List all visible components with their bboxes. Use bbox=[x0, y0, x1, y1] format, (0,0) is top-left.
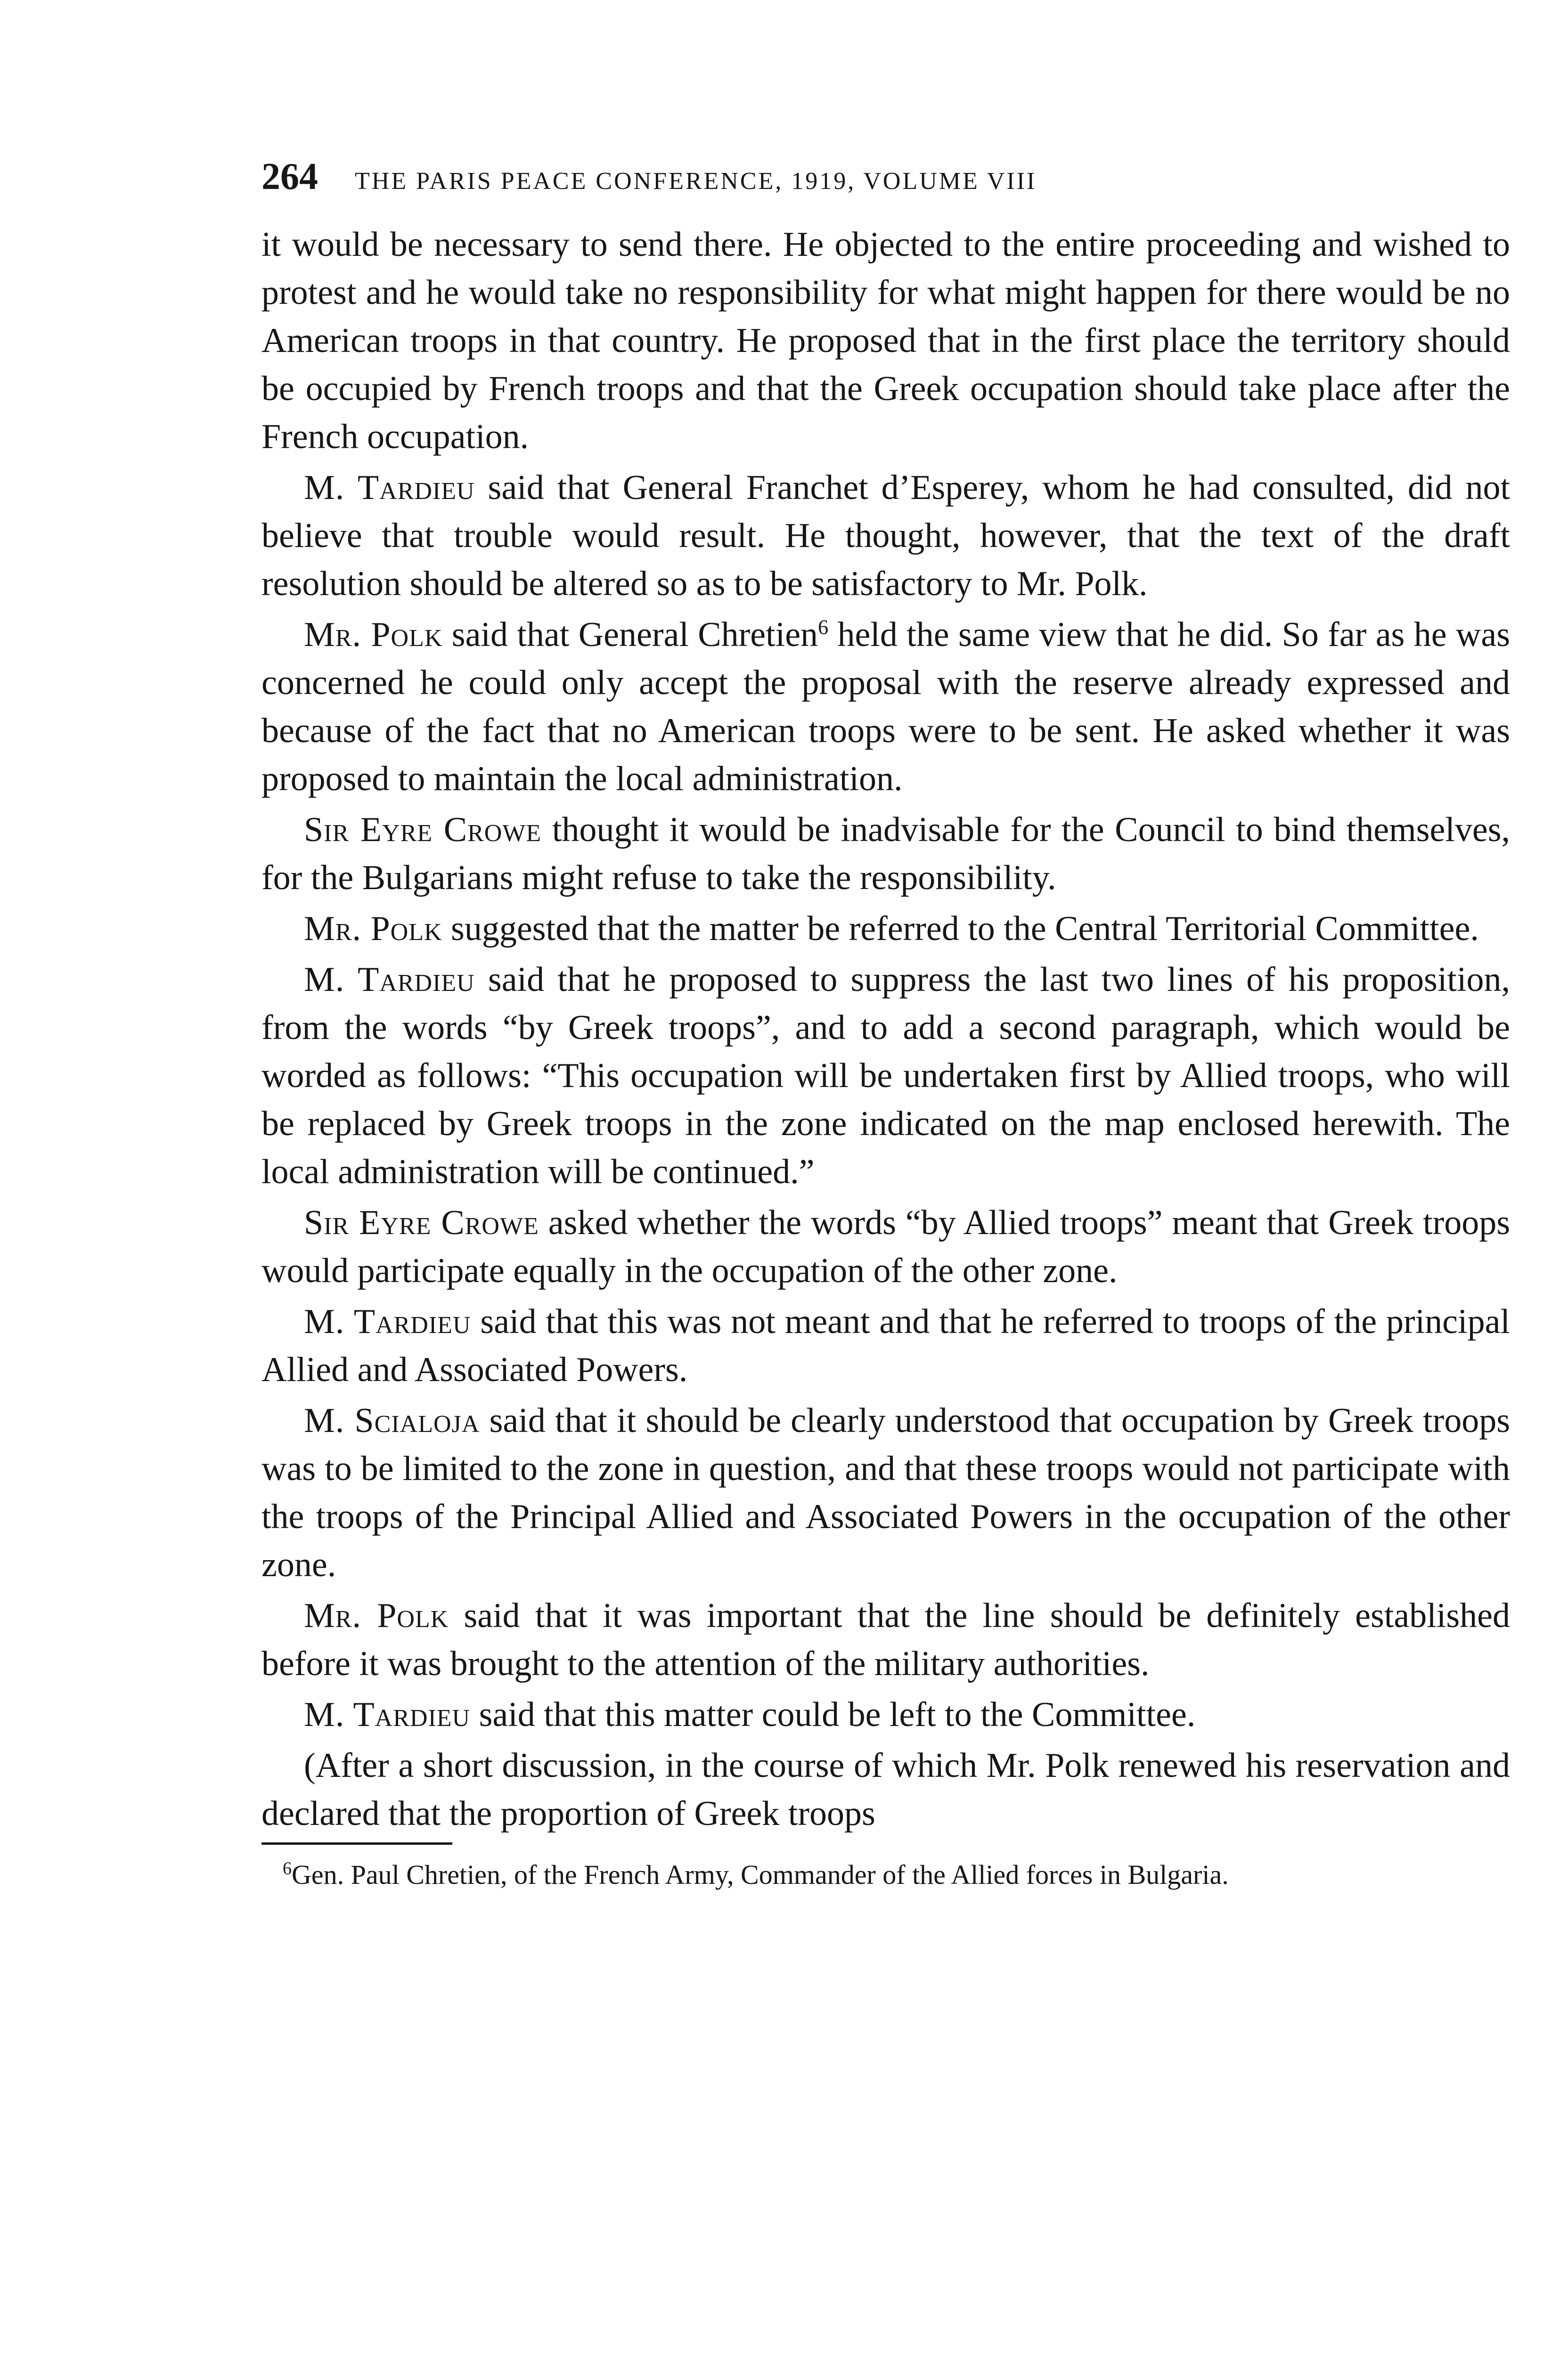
paragraph-text: (After a short discussion, in the course of which Mr. Polk renewed his reservation and declared that the proportion of Greek troops bbox=[261, 1746, 1510, 1833]
paragraph-text: said that he proposed to suppress the last two lines of his proposition, from the words “by Greek troops”, and to add a second paragraph, which would be worded as follows: “This occupation will be undertaken first by Allied troops, who will be replaced by Greek troops in the zone indicated on the map enclosed herewith. The local administration will be continued.” bbox=[261, 960, 1510, 1191]
paragraph-text: asked whether the words “by Allied troops” meant that Greek troops would participate equally in the occupation of the other zone. bbox=[261, 1203, 1510, 1290]
footnote-divider bbox=[261, 1842, 452, 1845]
paragraph bbox=[261, 905, 1510, 953]
running-title: THE PARIS PEACE CONFERENCE, 1919, VOLUME VIII bbox=[355, 168, 1037, 195]
paragraph bbox=[261, 221, 1510, 461]
page-number: 264 bbox=[261, 156, 318, 197]
paragraph-text: it would be necessary to send there. He objected to the entire proceeding and wished to protest and he would take no responsibility for what might happen for there would be no American troops in that country. He proposed that in the first place the territory should be occupied by French troops and that the Greek occupation should take place after the French occupation. bbox=[261, 225, 1510, 456]
speaker-name: M. Tardieu bbox=[304, 1695, 471, 1734]
paragraph bbox=[261, 464, 1510, 608]
paragraph-text: suggested that the matter be referred to the Central Territorial Committee. bbox=[451, 909, 1479, 948]
speaker-name: M. Tardieu bbox=[304, 1302, 471, 1341]
paragraph bbox=[261, 956, 1510, 1196]
speaker-name: Mr. Polk bbox=[304, 1596, 449, 1635]
speaker-name: Mr. Polk bbox=[304, 909, 442, 948]
footnote-text: Gen. Paul Chretien, of the French Army, Commander of the Allied forces in Bulgaria. bbox=[292, 1859, 1229, 1890]
speaker-name: M. Tardieu bbox=[304, 468, 475, 507]
paragraph-text: said that this matter could be left to the Committee. bbox=[479, 1695, 1196, 1734]
paragraph bbox=[261, 1298, 1510, 1394]
footnote-marker: 6 bbox=[283, 1858, 292, 1879]
footnote bbox=[261, 1857, 1510, 1893]
running-header bbox=[261, 155, 1510, 207]
paragraph-text: thought it would be inadvisable for the Council to bind themselves, for the Bulgarians might refuse to take the responsibility. bbox=[261, 810, 1511, 897]
paragraph-text: held the same view that he did. So far as he was concerned he could only accept the proposal with the reserve already expressed and because of the fact that no American troops were to be sent. He asked whether it was proposed to maintain the local administration. bbox=[261, 615, 1511, 798]
paragraph-text: said that General Chretien bbox=[451, 615, 818, 654]
speaker-name: M. Tardieu bbox=[304, 960, 475, 999]
paragraph bbox=[261, 611, 1510, 803]
speaker-name: Sir Eyre Crowe bbox=[304, 1203, 539, 1242]
paragraph-text: said that it should be clearly understood that occupation by Greek troops was to be limited to the zone in question, and that these troops would not participate with the troops of the Principal Allied and Associated Powers in the occupation of the other zone. bbox=[261, 1401, 1510, 1584]
speaker-name: M. Scialoja bbox=[304, 1401, 480, 1440]
paragraph-text: said that General Franchet d’Esperey, whom he had consulted, did not believe that trouble would result. He thought, however, that the text of the draft resolution should be altered so as to be satisfactory to Mr. Polk. bbox=[261, 468, 1510, 603]
body-text bbox=[261, 221, 1510, 1838]
speaker-name: Sir Eyre Crowe bbox=[304, 810, 542, 849]
paragraph bbox=[261, 1397, 1510, 1589]
paragraph bbox=[261, 1742, 1510, 1838]
paragraph-text: said that this was not meant and that he referred to troops of the principal Allied and Associated Powers. bbox=[261, 1302, 1510, 1389]
paragraph bbox=[261, 806, 1510, 902]
paragraph bbox=[261, 1199, 1510, 1295]
paragraph-text: said that it was important that the line should be definitely established before it was brought to the attention of the military authorities. bbox=[261, 1596, 1510, 1683]
footnote-reference[interactable]: 6 bbox=[818, 615, 829, 639]
paragraph bbox=[261, 1592, 1510, 1688]
speaker-name: Mr. Polk bbox=[304, 615, 443, 654]
book-page bbox=[261, 155, 1510, 1893]
paragraph bbox=[261, 1691, 1510, 1739]
